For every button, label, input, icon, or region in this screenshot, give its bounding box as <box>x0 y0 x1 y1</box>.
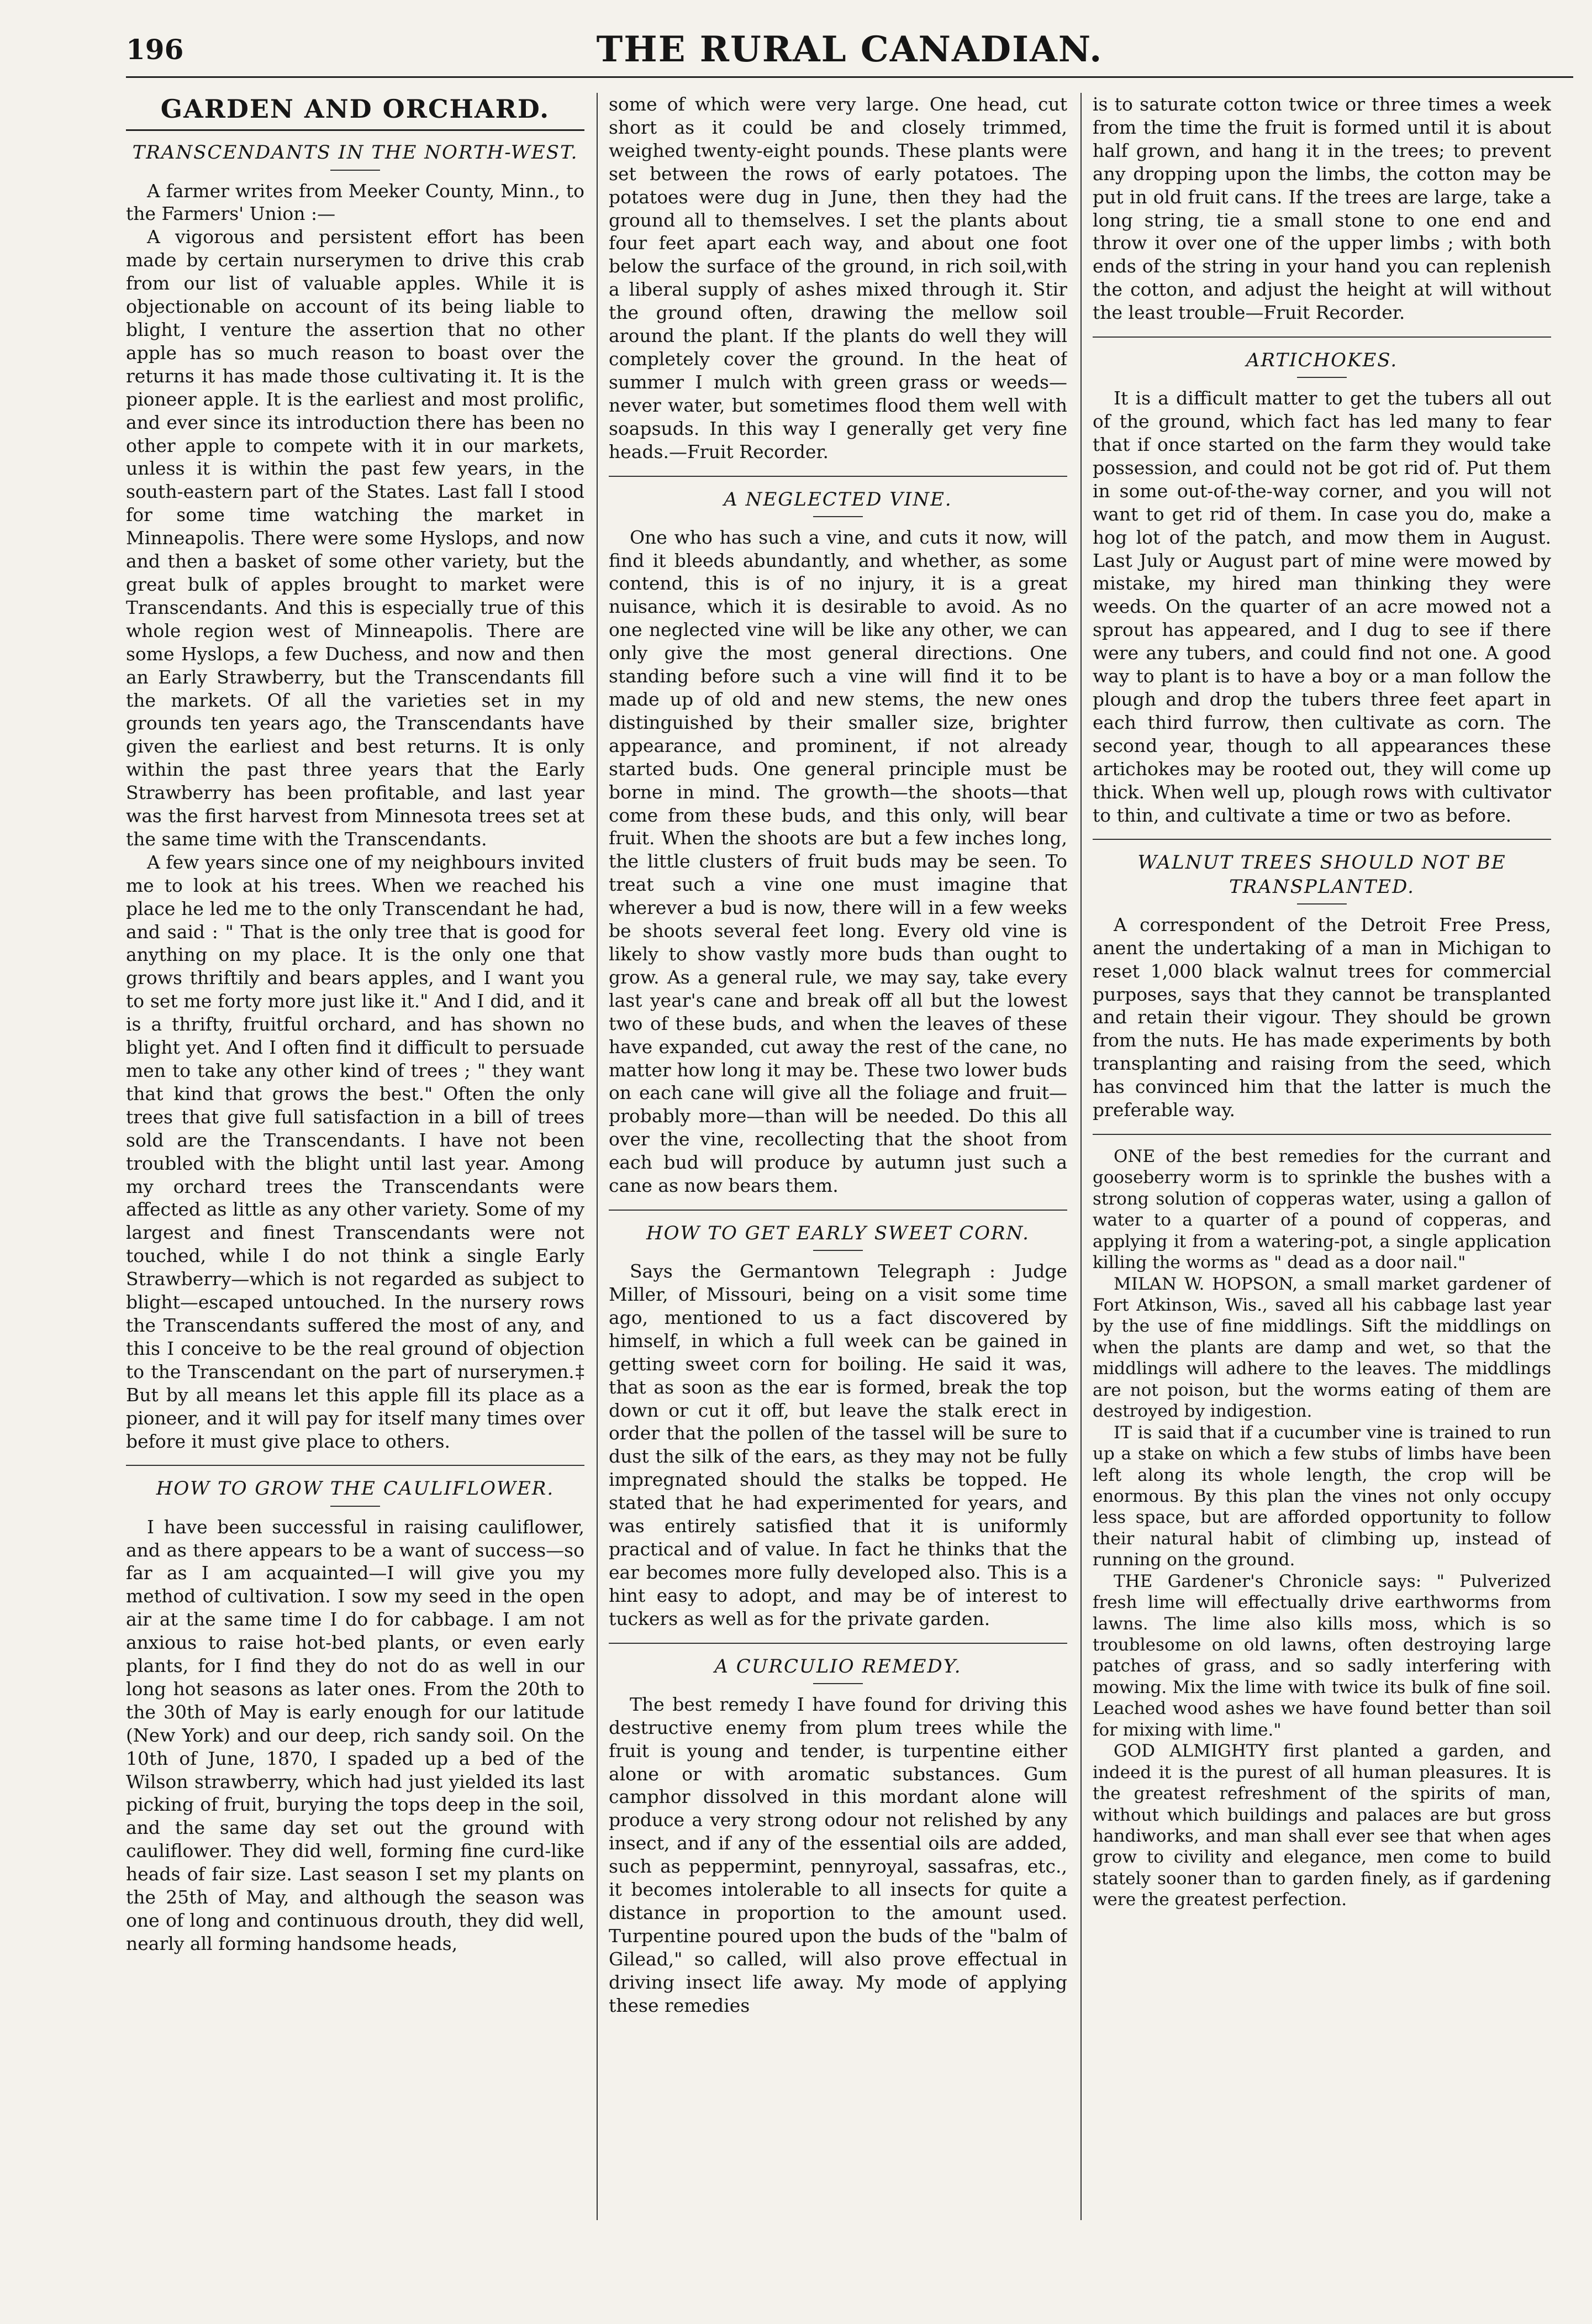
article-paragraph: One who has such a vine, and cuts it now, will find it bleeds abundantly, and whether, as some contend, this is of no injury, it is a great nuisance, which it is desirable to avoid. As no one neglected vine will be like any other, we can only give the most general directions. One standing before such a vine will find it to be made up of old and new stems, the new ones distinguished by their smaller size, brighter appearance, and prominent, if not already started buds. One general principle must be borne in mind. The growth—the shoots—that come from these buds, and this only, will bear fruit. When the shoots are but a few inches long, the little clusters of fruit buds may be seen. To treat such a vine one must imagine that wherever a bud is now, there will in a few weeks be shoots several feet long. Every old vine is likely to show vastly more buds than ought to grow. As a general rule, we may say, take every last year's cane and break off all but the lowest two of these buds, and when the leaves of these have expanded, cut away the rest of the cane, no matter how long it may be. These two lower buds on each cane will give all the foliage and fruit—probably more—than will be needed. Do this all over the vine, recollecting that the shoot from each bud will produce by autumn just such a cane as now bears them. <box>609 526 1067 1197</box>
article-separator <box>126 1465 584 1466</box>
article-separator <box>609 476 1067 477</box>
article-separator <box>1093 336 1551 338</box>
article-paragraph: A few years since one of my neighbours invited me to look at his trees. When we reached his place he led me to the only Transcendant he had, and said : " That is the only tree that is good for anything on my place. It is the only one that grows thriftily and bears apples, and I want you to set me forty more just like it." And I did, and it is a thrifty, fruitful orchard, and has shown no blight yet. And I often find it difficult to persuade men to take any other kind of trees ; " they want that kind that grows the best." Often the only trees that give full satisfaction in a bill of trees sold are the Transcendants. I have not been troubled with the blight until last year. Among my orchard trees the Transcendants were affected as little as any other variety. Some of my largest and finest Transcendants were not touched, while I do not think a single Early Strawberry—which is not regarded as subject to blight—escaped untouched. In the nursery rows the Transcendants suffered the most of any, and this I conceive to be the real ground of objection to the Transcendant on the part of nurserymen.‡ But by all means let this apple fill its place as a pioneer, and it will pay for itself many times over before it must give place to others. <box>126 851 584 1452</box>
article-separator <box>609 1210 1067 1211</box>
column-2 <box>609 93 1067 2242</box>
section-title: GARDEN AND ORCHARD. <box>126 93 584 131</box>
article-paragraph: THE Gardener's Chronicle says: " Pulverized fresh lime will effectually drive earthworms from lawns. The lime also kills moss, which is so troublesome on old lawns, often destroying large patches of grass, and so sadly interfering with mowing. Mix the lime with twice its bulk of fine soil. Leached wood ashes we have found better than soil for mixing with lime." <box>1093 1571 1551 1740</box>
article-paragraph: ONE of the best remedies for the currant and gooseberry worm is to sprinkle the bushes with a strong solution of copperas water, using a gallon of water to a quarter of a pound of copperas, and applying it from a watering-pot, a single application killing the worms as " dead as a door nail." <box>1093 1146 1551 1273</box>
article-paragraph: The best remedy I have found for driving this destructive enemy from plum trees while the fruit is young and tender, is turpentine either alone or with aromatic substances. Gum camphor dissolved in this mordant alone will produce a very strong odour not relished by any insect, and if any of the essential oils are added, such as peppermint, pennyroyal, sassafras, etc., it becomes intolerable to all insects for quite a distance in proportion to the amount used. Turpentine poured upon the buds of the "balm of Gilead," so called, will also prove effectual in driving insect life away. My mode of applying these remedies <box>609 1693 1067 2016</box>
article-paragraph: MILAN W. HOPSON, a small market gardener of Fort Atkinson, Wis., saved all his cabbage last year by the use of fine middlings. Sift the middlings on when the plants are damp and wet, so that the middlings will adhere to the leaves. The middlings are not poison, but the worms eating of them are destroyed by indigestion. <box>1093 1274 1551 1422</box>
column-divider <box>597 93 598 2220</box>
column-3 <box>1093 93 1551 2242</box>
short-items <box>1093 1146 1551 1911</box>
article-paragraph: is to saturate cotton twice or three times a week from the time the fruit is formed until it is about half grown, and hang it in the trees; to prevent any dropping upon the limbs, the cotton may be put in old fruit cans. If the trees are large, take a long string, tie a small stone to one end and throw it over one of the upper limbs ; with both ends of the string in your hand you can replenish the cotton, and adjust the height at will without the least trouble—Fruit Recorder. <box>1093 93 1551 324</box>
article-separator <box>609 1643 1067 1644</box>
article-title: ARTICHOKES. <box>1246 349 1398 372</box>
article-paragraph: A farmer writes from Meeker County, Minn., to the Farmers' Union :— <box>126 180 584 225</box>
page-number: 196 <box>126 33 184 66</box>
page-header <box>126 24 1573 74</box>
article-paragraph: A vigorous and persistent effort has been made by certain nurserymen to drive this crab from our list of valuable apples. While it is objectionable on account of its being liable to blight, I venture the assertion that no other apple has so much reason to boast over the returns it has made those cultivating it. It is the pioneer apple. It is the earliest and most prolific, and ever since its introduction there has been no other apple to compete with it in our markets, unless it is within the past few years, in the south-eastern part of the States. Last fall I stood for some time watching the market in Minneapolis. There were some Hyslops, and now and then a basket of some other variety, but the great bulk of apples brought to market were Transcendants. And this is especially true of this whole region west of Minneapolis. There are some Hyslops, a few Duchess, and now and then an Early Strawberry, but the Transcendants fill the markets. Of all the varieties set in my grounds ten years ago, the Transcendants have given the earliest and best returns. It is only within the past three years that the Early Strawberry has been profitable, and last year was the first harvest from Minnesota trees set at the same time with the Transcendants. <box>126 226 584 850</box>
article-title: TRANSCENDANTS IN THE NORTH-WEST. <box>132 141 578 164</box>
article-paragraph: some of which were very large. One head, cut short as it could be and closely trimmed, weighed twenty-eight pounds. These plants were set between the rows of early potatoes. The potatoes were dug in June, then they had the ground all to themselves. I set the plants about four feet apart each way, and about one foot below the surface of the ground, in rich soil,with a liberal supply of ashes mixed through it. Stir the ground often, drawing the mellow soil around the plant. If the plants do well they will completely cover the ground. In the heat of summer I mulch with green grass or weeds—never water, but sometimes flood them well with soapsuds. In this way I generally get very fine heads.—Fruit Recorder. <box>609 93 1067 462</box>
title-rule <box>330 1506 380 1507</box>
title-rule <box>813 1250 863 1251</box>
title-rule <box>1297 903 1347 905</box>
article-paragraph: IT is said that if a cucumber vine is trained to run up a stake on which a few stubs of limbs have been left along its whole length, the crop will be enormous. By this plan the vines not only occupy less space, but are afforded opportunity to follow their natural habit of climbing up, instead of running on the ground. <box>1093 1422 1551 1570</box>
article-separator <box>1093 839 1551 840</box>
article-paragraph: It is a difficult matter to get the tubers all out of the ground, which fact has led many to fear that if once started on the farm they would take possession, and could not be got rid of. Put them in some out-of-the-way corner, and you will not want to get rid of them. In case you do, make a hog lot of the patch, and mow them in August. Last July or August part of mine were mowed by mistake, my hired man thinking they were weeds. On the quarter of an acre mowed not a sprout has appeared, and I dug to see if there were any tubers, and could find not one. A good way to plant is to have a boy or a man follow the plough and drop the tubers three feet apart in each third furrow, then cultivate as corn. The second year, though to all appearances these artichokes may be rooted out, they will come up thick. When well up, plough rows with cultivator to thin, and cultivate a time or two as before. <box>1093 387 1551 826</box>
article-title: HOW TO GROW THE CAULIFLOWER. <box>156 1478 555 1500</box>
header-rule <box>126 76 1573 78</box>
article-paragraph: I have been successful in raising cauliflower, and as there appears to be a want of success—so far as I am acquainted—I will give you my method of cultivation. I sow my seed in the open air at the same time I do for cabbage. I am not anxious to raise hot-bed plants, or even early plants, for I find they do not do as well in our long hot seasons as later ones. From the 20th to the 30th of May is early enough for our latitude (New York) and our deep, rich sandy soil. On the 10th of June, 1870, I spaded up a bed of the Wilson strawberry, which had just yielded its last picking of fruit, burying the tops deep in the soil, and the same day set out the ground with cauliflower. They did well, forming fine curd-like heads of fair size. Last season I set my plants on the 25th of May, and although the season was one of long and continuous drouth, they did well, nearly all forming handsome heads, <box>126 1516 584 1954</box>
title-rule <box>330 170 380 171</box>
column-1 <box>126 93 584 2242</box>
title-rule <box>813 1683 863 1684</box>
article-separator <box>1093 1134 1551 1135</box>
article-title: A CURCULIO REMEDY. <box>714 1655 962 1678</box>
article-title: WALNUT TREES SHOULD NOT BE TRANSPLANTED. <box>1137 851 1506 898</box>
title-rule <box>813 516 863 517</box>
article-title: A NEGLECTED VINE. <box>724 488 952 511</box>
column-divider <box>1080 93 1082 2220</box>
article-paragraph: GOD ALMIGHTY first planted a garden, and indeed it is the purest of all human pleasures. It is the greatest refreshment of the spirits of man, without which buildings and palaces are but gross handiworks, and man shall ever see that when ages grow to civility and elegance, men come to build stately sooner than to garden finely, as if gardening were the greatest perfection. <box>1093 1741 1551 1910</box>
article-title: HOW TO GET EARLY SWEET CORN. <box>646 1222 1030 1244</box>
journal-title: THE RURAL CANADIAN. <box>596 29 1103 70</box>
article-paragraph: A correspondent of the Detroit Free Press, anent the undertaking of a man in Michigan to reset 1,000 black walnut trees for commercial purposes, says that they cannot be transplanted and retain their vigour. They should be grown from the nuts. He has made experiments by both transplanting and raising from the seed, which has convinced him that the latter is much the preferable way. <box>1093 913 1551 1121</box>
article-paragraph: Says the Germantown Telegraph : Judge Miller, of Missouri, being on a visit some time ago, mentioned to us a fact discovered by himself, in which a full week can be gained in getting sweet corn for boiling. He said it was, that as soon as the ear is formed, break the top down or cut it off, but leave the stalk erect in order that the pollen of the tassel will be sure to dust the silk of the ears, as they may not be fully impregnated should the stalks be topped. He stated that he had experimented for years, and was entirely satisfied that it is uniformly practical and of value. In fact he thinks that the ear becomes more fully developed also. This is a hint easy to adopt, and may be of interest to tuckers as well as for the private garden. <box>609 1260 1067 1629</box>
title-rule <box>1297 377 1347 378</box>
